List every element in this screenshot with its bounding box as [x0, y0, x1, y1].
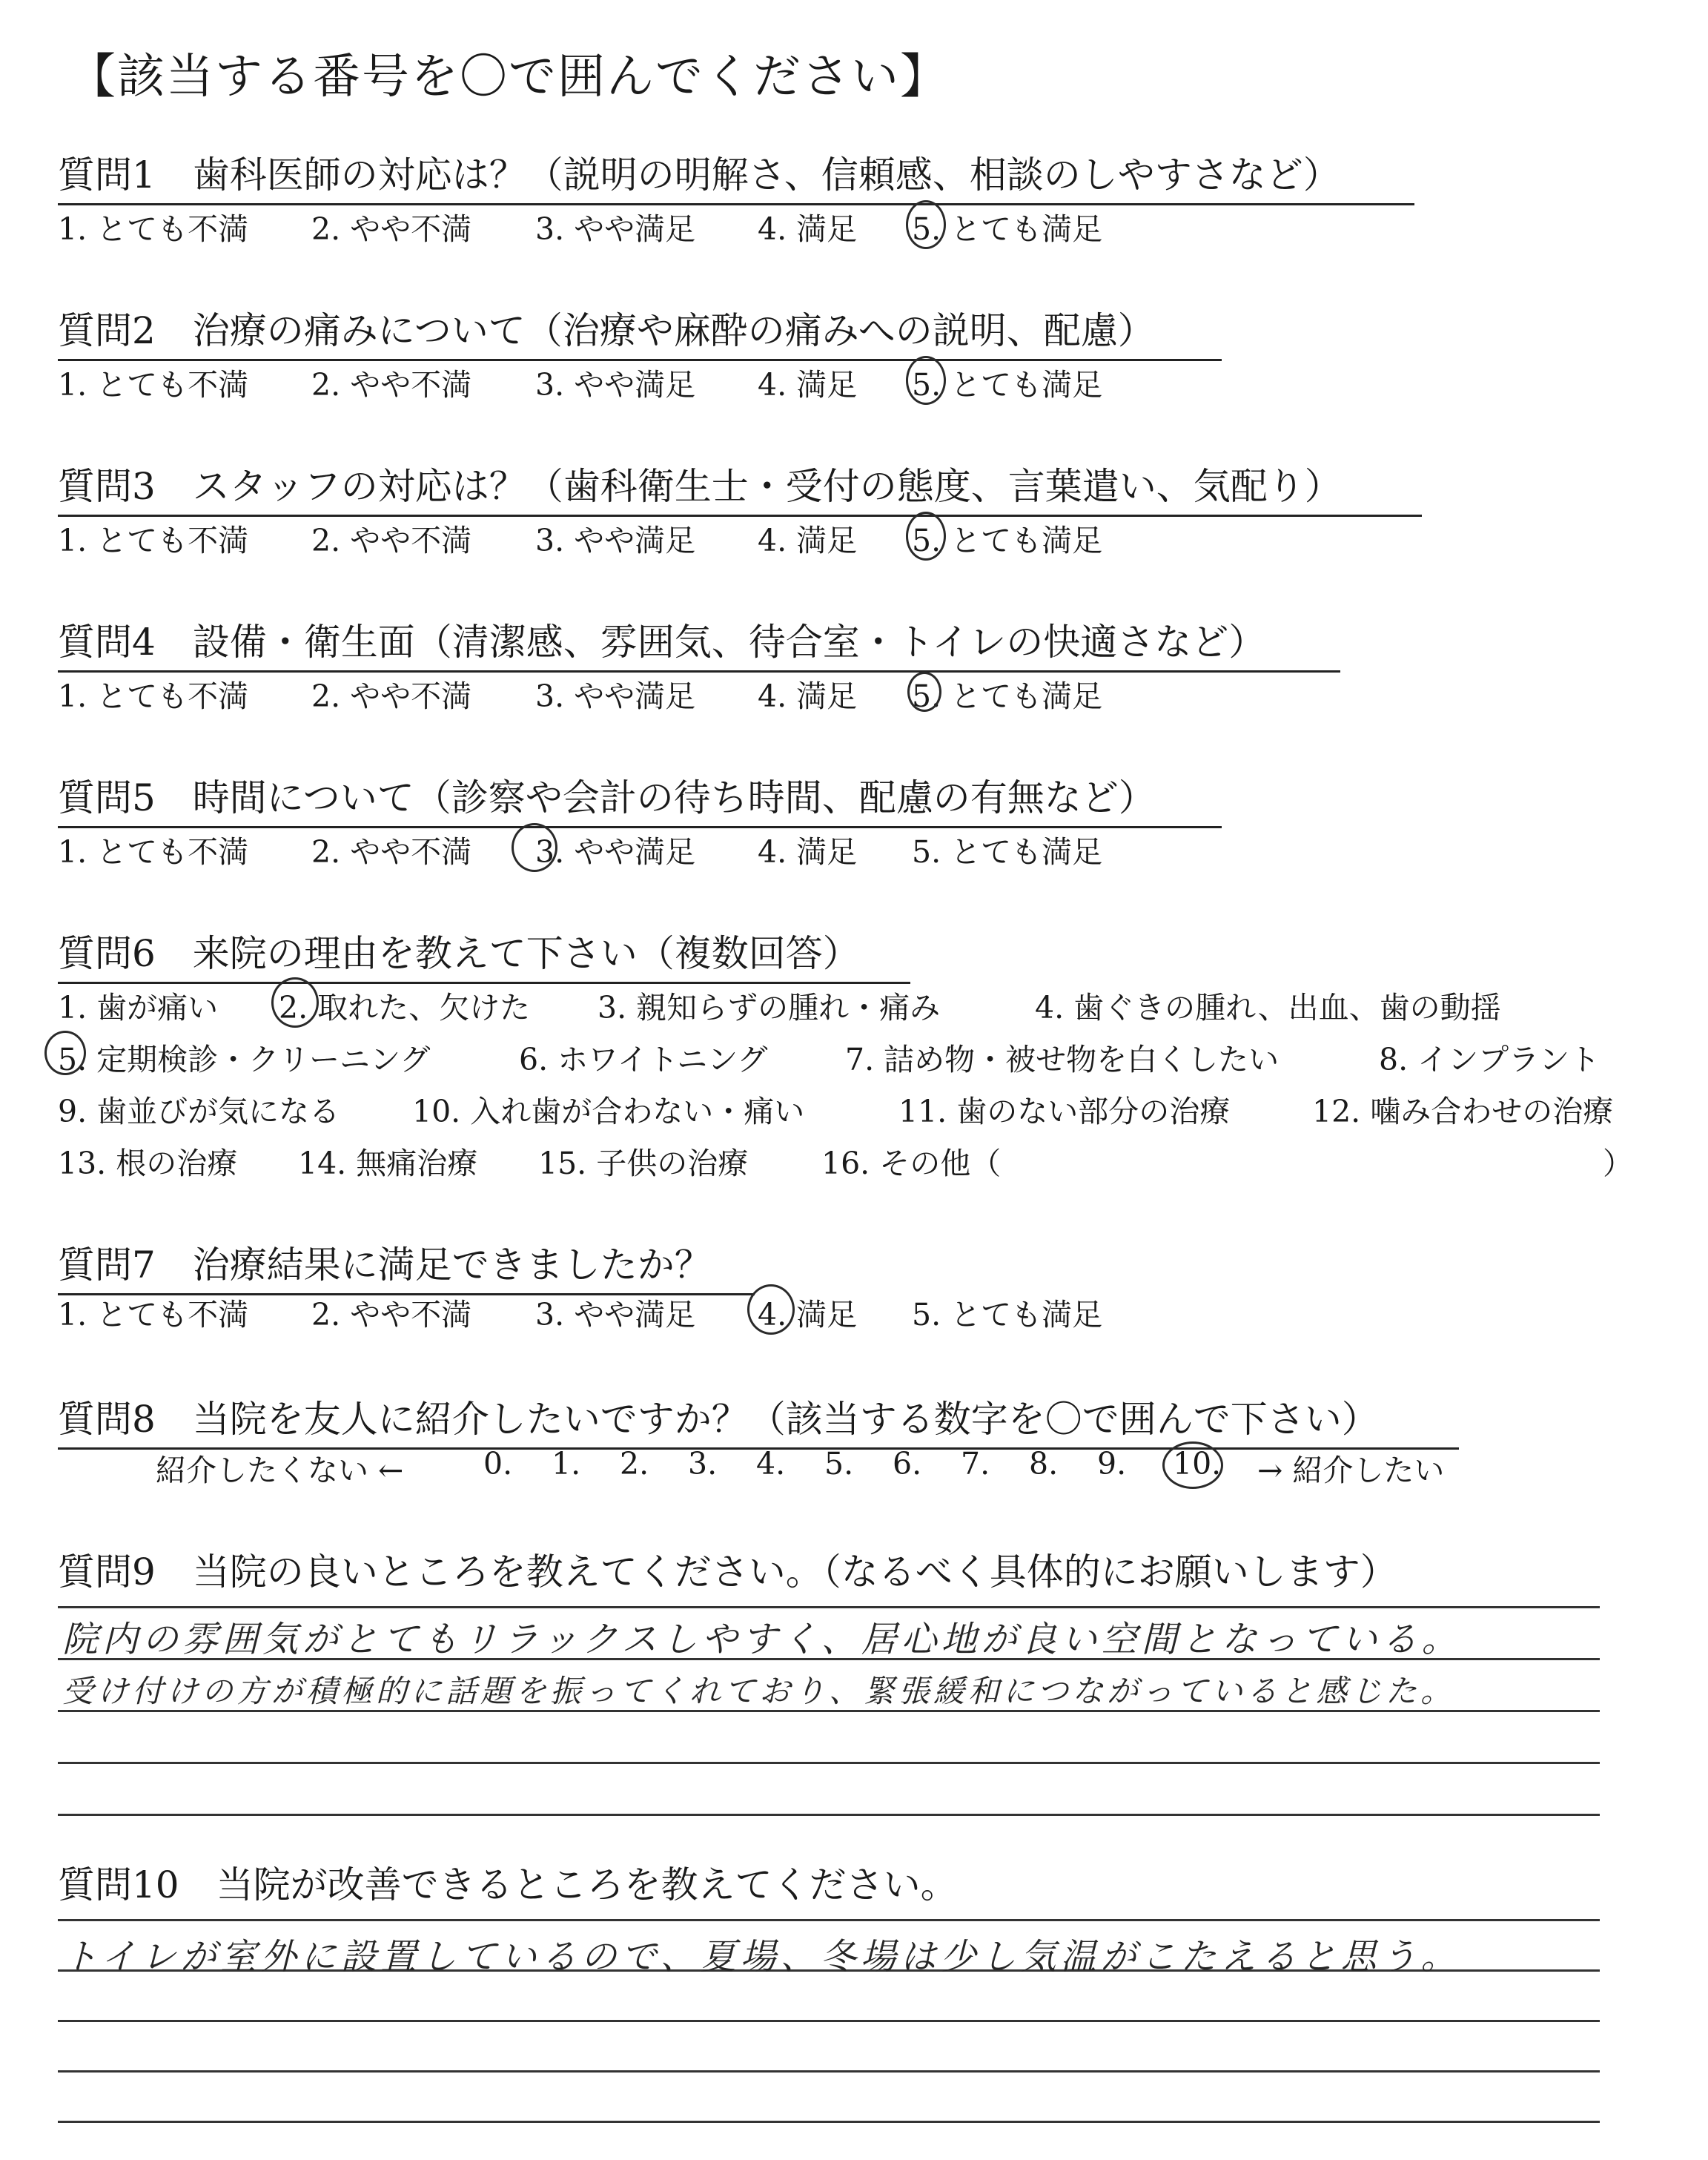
q4-option-1[interactable]: 1. とても不満	[58, 678, 249, 714]
q6-other-close-paren: ）	[1603, 1146, 1633, 1181]
question-4-options	[58, 672, 1392, 716]
q8-value-4[interactable]: 4.	[756, 1446, 786, 1482]
q8-value-3[interactable]: 3.	[688, 1446, 718, 1482]
q10-answer-rule-1	[58, 1919, 1600, 1921]
page-title: 【該当する番号を〇で囲んでください】	[68, 50, 949, 105]
q6-option-4[interactable]: 4. 歯ぐきの腫れ、出血、歯の動揺	[1035, 990, 1501, 1025]
q7-option-5[interactable]: 5. とても満足	[912, 1297, 1103, 1332]
q6-option-12[interactable]: 12. 噛み合わせの治療	[1312, 1094, 1614, 1129]
q7-option-3[interactable]: 3. やや満足	[535, 1297, 696, 1332]
question-8-title: 質問8 当院を友人に紹介したいですか？（該当する数字を〇で囲んで下さい）	[58, 1390, 1459, 1450]
q1-option-2[interactable]: 2. やや不満	[311, 211, 472, 247]
question-2-options	[58, 360, 1392, 405]
q1-option-3[interactable]: 3. やや満足	[535, 211, 696, 247]
q4-option-2[interactable]: 2. やや不満	[311, 678, 472, 714]
q2-option-3[interactable]: 3. やや満足	[535, 367, 696, 403]
q9-answer-rule-5	[58, 1814, 1600, 1816]
q7-option-1[interactable]: 1. とても不満	[58, 1297, 249, 1332]
q6-option-3[interactable]: 3. 親知らずの腫れ・痛み	[598, 990, 941, 1025]
question-5-title: 質問5 時間について（診察や会計の待ち時間、配慮の有無など）	[58, 768, 1222, 828]
q6-option-8[interactable]: 8. インプラント	[1379, 1042, 1601, 1077]
question-6-options	[58, 983, 1674, 1206]
q5-option-3[interactable]: 3. やや満足	[535, 834, 696, 870]
question-2-title: 質問2 治療の痛みについて（治療や麻酔の痛みへの説明、配慮）	[58, 301, 1222, 361]
q6-option-9[interactable]: 9. 歯並びが気になる	[58, 1094, 340, 1129]
q10-answer-rule-4	[58, 2070, 1600, 2073]
q6-option-15[interactable]: 15. 子供の治療	[538, 1146, 749, 1181]
question-10-title: 質問10 当院が改善できるところを教えてください。	[58, 1863, 958, 1906]
question-7-options	[58, 1290, 1392, 1335]
q4-option-4[interactable]: 4. 満足	[758, 678, 858, 714]
q10-answer-rule-5	[58, 2121, 1600, 2123]
q8-value-6[interactable]: 6.	[893, 1446, 922, 1482]
q7-option-2[interactable]: 2. やや不満	[311, 1297, 472, 1332]
q4-option-3[interactable]: 3. やや満足	[535, 678, 696, 714]
q7-option-4[interactable]: 4. 満足	[758, 1297, 858, 1332]
question-6-title: 質問6 来院の理由を教えて下さい（複数回答）	[58, 924, 910, 984]
q6-option-13[interactable]: 13. 根の治療	[58, 1146, 238, 1181]
q5-option-4[interactable]: 4. 満足	[758, 834, 858, 870]
question-3-options	[58, 516, 1392, 561]
q6-option-7[interactable]: 7. 詰め物・被せ物を白くしたい	[845, 1042, 1280, 1077]
q5-option-1[interactable]: 1. とても不満	[58, 834, 249, 870]
q8-left-label: 紹介したくない ←	[156, 1453, 404, 1488]
q8-value-2[interactable]: 2.	[620, 1446, 649, 1482]
q8-value-1[interactable]: 1.	[552, 1446, 581, 1482]
q5-option-5[interactable]: 5. とても満足	[912, 834, 1103, 870]
q2-option-4[interactable]: 4. 満足	[758, 367, 858, 403]
q9-answer-rule-4	[58, 1762, 1600, 1764]
question-9-title: 質問9 当院の良いところを教えてください。（なるべく具体的にお願いします）	[58, 1550, 1397, 1593]
q1-option-4[interactable]: 4. 満足	[758, 211, 858, 247]
question-1-title: 質問1 歯科医師の対応は？（説明の明解さ、信頼感、相談のしやすさなど）	[58, 145, 1414, 205]
q10-answer-line-1[interactable]: トイレが室外に設置しているので、夏場、冬場は少し気温がこたえると思う。	[62, 1936, 1461, 1978]
q6-option-10[interactable]: 10. 入れ歯が合わない・痛い	[412, 1094, 805, 1129]
question-8-scale	[156, 1446, 1490, 1490]
q8-value-7[interactable]: 7.	[961, 1446, 990, 1482]
q6-option-1[interactable]: 1. 歯が痛い	[58, 990, 219, 1025]
q9-answer-line-2[interactable]: 受け付けの方が積極的に話題を振ってくれており、緊張緩和につながっていると感じた。	[62, 1673, 1456, 1709]
q6-option-11[interactable]: 11. 歯のない部分の治療	[898, 1094, 1231, 1129]
q9-answer-rule-1	[58, 1606, 1600, 1608]
q6-option-16[interactable]: 16. その他（	[821, 1146, 1002, 1181]
q4-option-5[interactable]: 5. とても満足	[912, 678, 1103, 714]
q8-value-8[interactable]: 8.	[1029, 1446, 1059, 1482]
q6-option-6[interactable]: 6. ホワイトニング	[519, 1042, 768, 1077]
q6-option-14[interactable]: 14. 無痛治療	[298, 1146, 478, 1181]
q8-value-10[interactable]: 10.	[1173, 1446, 1222, 1482]
q9-answer-line-1[interactable]: 院内の雰囲気がとてもリラックスしやすく、居心地が良い空間となっている。	[62, 1619, 1462, 1660]
q8-value-0[interactable]: 0.	[483, 1446, 513, 1482]
q8-value-9[interactable]: 9.	[1097, 1446, 1127, 1482]
q1-option-1[interactable]: 1. とても不満	[58, 211, 249, 247]
q2-option-5[interactable]: 5. とても満足	[912, 367, 1103, 403]
q3-option-2[interactable]: 2. やや不満	[311, 523, 472, 558]
q1-option-5[interactable]: 5. とても満足	[912, 211, 1103, 247]
question-5-options	[58, 828, 1392, 872]
question-3-title: 質問3 スタッフの対応は？（歯科衛生士・受付の態度、言葉遣い、気配り）	[58, 457, 1422, 517]
q2-option-1[interactable]: 1. とても不満	[58, 367, 249, 403]
q8-value-5[interactable]: 5.	[824, 1446, 854, 1482]
q3-option-3[interactable]: 3. やや満足	[535, 523, 696, 558]
question-7-title: 質問7 治療結果に満足できましたか？	[58, 1235, 755, 1295]
q6-option-5[interactable]: 5. 定期検診・クリーニング	[58, 1042, 431, 1077]
q5-option-2[interactable]: 2. やや不満	[311, 834, 472, 870]
q3-option-1[interactable]: 1. とても不満	[58, 523, 249, 558]
q6-option-2[interactable]: 2. 取れた、欠けた	[279, 990, 531, 1025]
q3-option-4[interactable]: 4. 満足	[758, 523, 858, 558]
question-4-title: 質問4 設備・衛生面（清潔感、雰囲気、待合室・トイレの快適さなど）	[58, 612, 1340, 673]
q10-answer-rule-3	[58, 2020, 1600, 2022]
question-1-options	[58, 205, 1392, 249]
q3-option-5[interactable]: 5. とても満足	[912, 523, 1103, 558]
q8-right-label: → 紹介したい	[1257, 1453, 1445, 1488]
q2-option-2[interactable]: 2. やや不満	[311, 367, 472, 403]
